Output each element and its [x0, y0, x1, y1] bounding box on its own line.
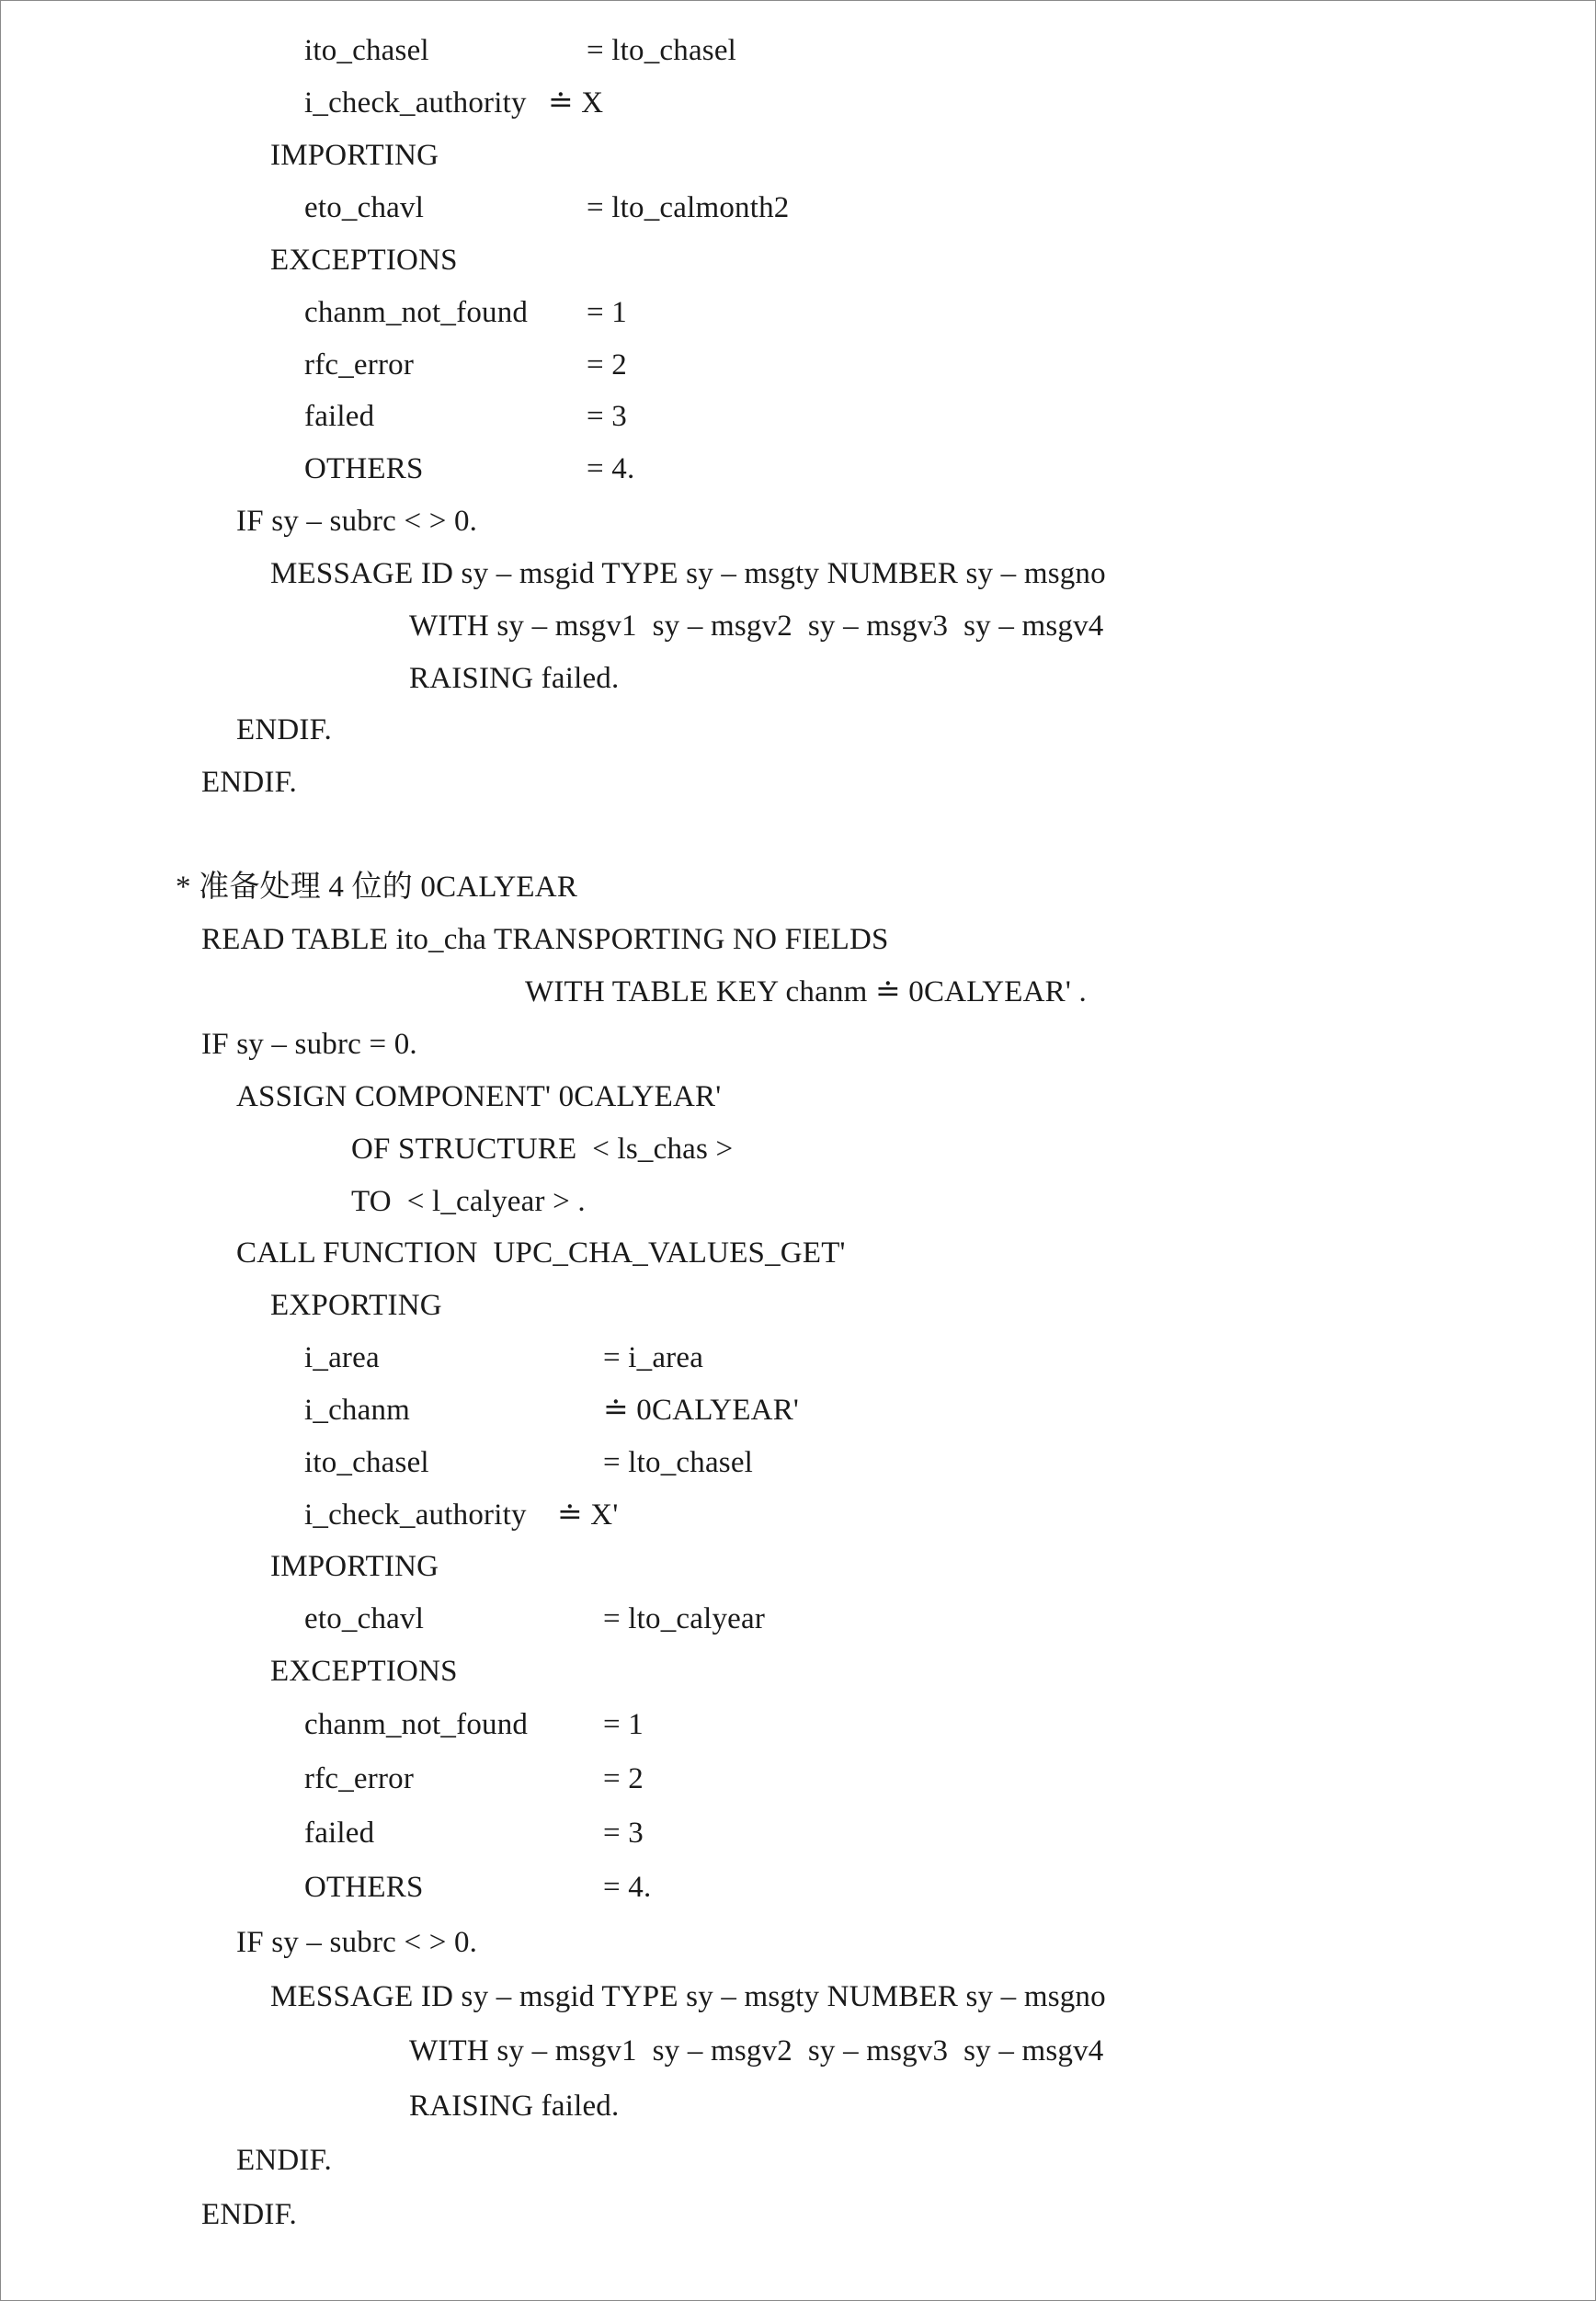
code-param-line — [304, 1392, 1595, 1429]
param-value: ≐ 0CALYEAR' — [603, 1394, 800, 1427]
param-name: i_chanm — [304, 1394, 411, 1427]
code-line: MESSAGE ID sy – msgid TYPE sy – msgty NUMBER sy – msgno — [270, 1980, 1106, 2013]
param-name: failed — [304, 1817, 375, 1850]
code-line: EXCEPTIONS — [270, 1655, 458, 1688]
code-line: RAISING failed. — [409, 662, 620, 695]
code-line: ENDIF. — [236, 713, 332, 746]
code-line: IF sy – subrc < > 0. — [236, 1926, 478, 1959]
code-param-line — [304, 1497, 1595, 1533]
code-line: MESSAGE ID sy – msgid TYPE sy – msgty NUMBER sy – msgno — [270, 557, 1106, 590]
code-param-line — [304, 1706, 1595, 1743]
param-value: = 1 — [587, 296, 627, 329]
param-value: = 4. — [603, 1871, 652, 1904]
code-listing — [1, 1, 1595, 2300]
code-line: EXCEPTIONS — [270, 244, 458, 277]
param-value: = lto_chasel — [603, 1446, 754, 1479]
code-param-line — [304, 1815, 1595, 1851]
param-value: = 3 — [587, 400, 627, 433]
code-param-line — [304, 398, 1595, 435]
code-param-line — [304, 85, 1595, 121]
code-line: READ TABLE ito_cha TRANSPORTING NO FIELDS — [201, 923, 889, 956]
param-value: = lto_calmonth2 — [587, 191, 790, 224]
code-line: EXPORTING — [270, 1289, 442, 1322]
param-value: = 2 — [603, 1762, 644, 1795]
param-name: i_check_authority — [304, 86, 527, 120]
param-value: = lto_chasel — [587, 34, 737, 67]
code-comment-line: * 准备处理 4 位的 0CALYEAR — [176, 871, 578, 904]
code-param-line — [304, 1869, 1595, 1906]
param-name: failed — [304, 400, 375, 433]
code-param-line — [304, 1339, 1595, 1376]
param-name: rfc_error — [304, 348, 415, 382]
code-line: IF sy – subrc = 0. — [201, 1028, 417, 1061]
param-name: chanm_not_found — [304, 1708, 529, 1741]
code-param-line — [304, 32, 1595, 69]
param-value: = 4. — [587, 452, 635, 485]
code-param-line — [304, 347, 1595, 383]
param-value: = i_area — [603, 1341, 704, 1374]
code-line: WITH TABLE KEY chanm ≐ 0CALYEAR' . — [525, 975, 1087, 1008]
param-name: i_check_authority — [304, 1498, 527, 1532]
code-line: WITH sy – msgv1 sy – msgv2 sy – msgv3 sy – msgv4 — [409, 2034, 1104, 2067]
code-param-line — [304, 294, 1595, 331]
code-line: RAISING failed. — [409, 2090, 620, 2123]
code-param-line — [304, 1760, 1595, 1797]
param-name: OTHERS — [304, 1871, 424, 1904]
param-name: chanm_not_found — [304, 296, 529, 329]
code-param-line — [304, 1444, 1595, 1481]
param-name: eto_chavl — [304, 1602, 425, 1635]
param-name: rfc_error — [304, 1762, 415, 1795]
param-name: ito_chasel — [304, 1446, 429, 1479]
code-line: IMPORTING — [270, 139, 439, 172]
param-value: = lto_calyear — [603, 1602, 766, 1635]
param-value: = 1 — [603, 1708, 644, 1741]
param-name: ito_chasel — [304, 34, 429, 67]
code-line: ENDIF. — [201, 766, 297, 799]
param-value: ≐ X — [548, 86, 604, 120]
code-line: ENDIF. — [201, 2198, 297, 2231]
param-name: OTHERS — [304, 452, 424, 485]
code-param-line — [304, 189, 1595, 226]
code-line: IMPORTING — [270, 1550, 439, 1583]
param-name: i_area — [304, 1341, 380, 1374]
code-line: ENDIF. — [236, 2144, 332, 2177]
code-line: OF STRUCTURE < ls_chas > — [351, 1133, 734, 1166]
param-value: = 2 — [587, 348, 627, 382]
code-line: TO < l_calyear > . — [351, 1185, 586, 1218]
code-line: WITH sy – msgv1 sy – msgv2 sy – msgv3 sy – msgv4 — [409, 609, 1104, 643]
code-param-line — [304, 450, 1595, 487]
param-name: eto_chavl — [304, 191, 425, 224]
code-line: ASSIGN COMPONENT' 0CALYEAR' — [236, 1080, 722, 1113]
code-line: IF sy – subrc < > 0. — [236, 505, 478, 538]
code-line: CALL FUNCTION UPC_CHA_VALUES_GET' — [236, 1236, 846, 1270]
code-param-line — [304, 1600, 1595, 1637]
param-value: = 3 — [603, 1817, 644, 1850]
param-value: ≐ X' — [557, 1498, 619, 1532]
